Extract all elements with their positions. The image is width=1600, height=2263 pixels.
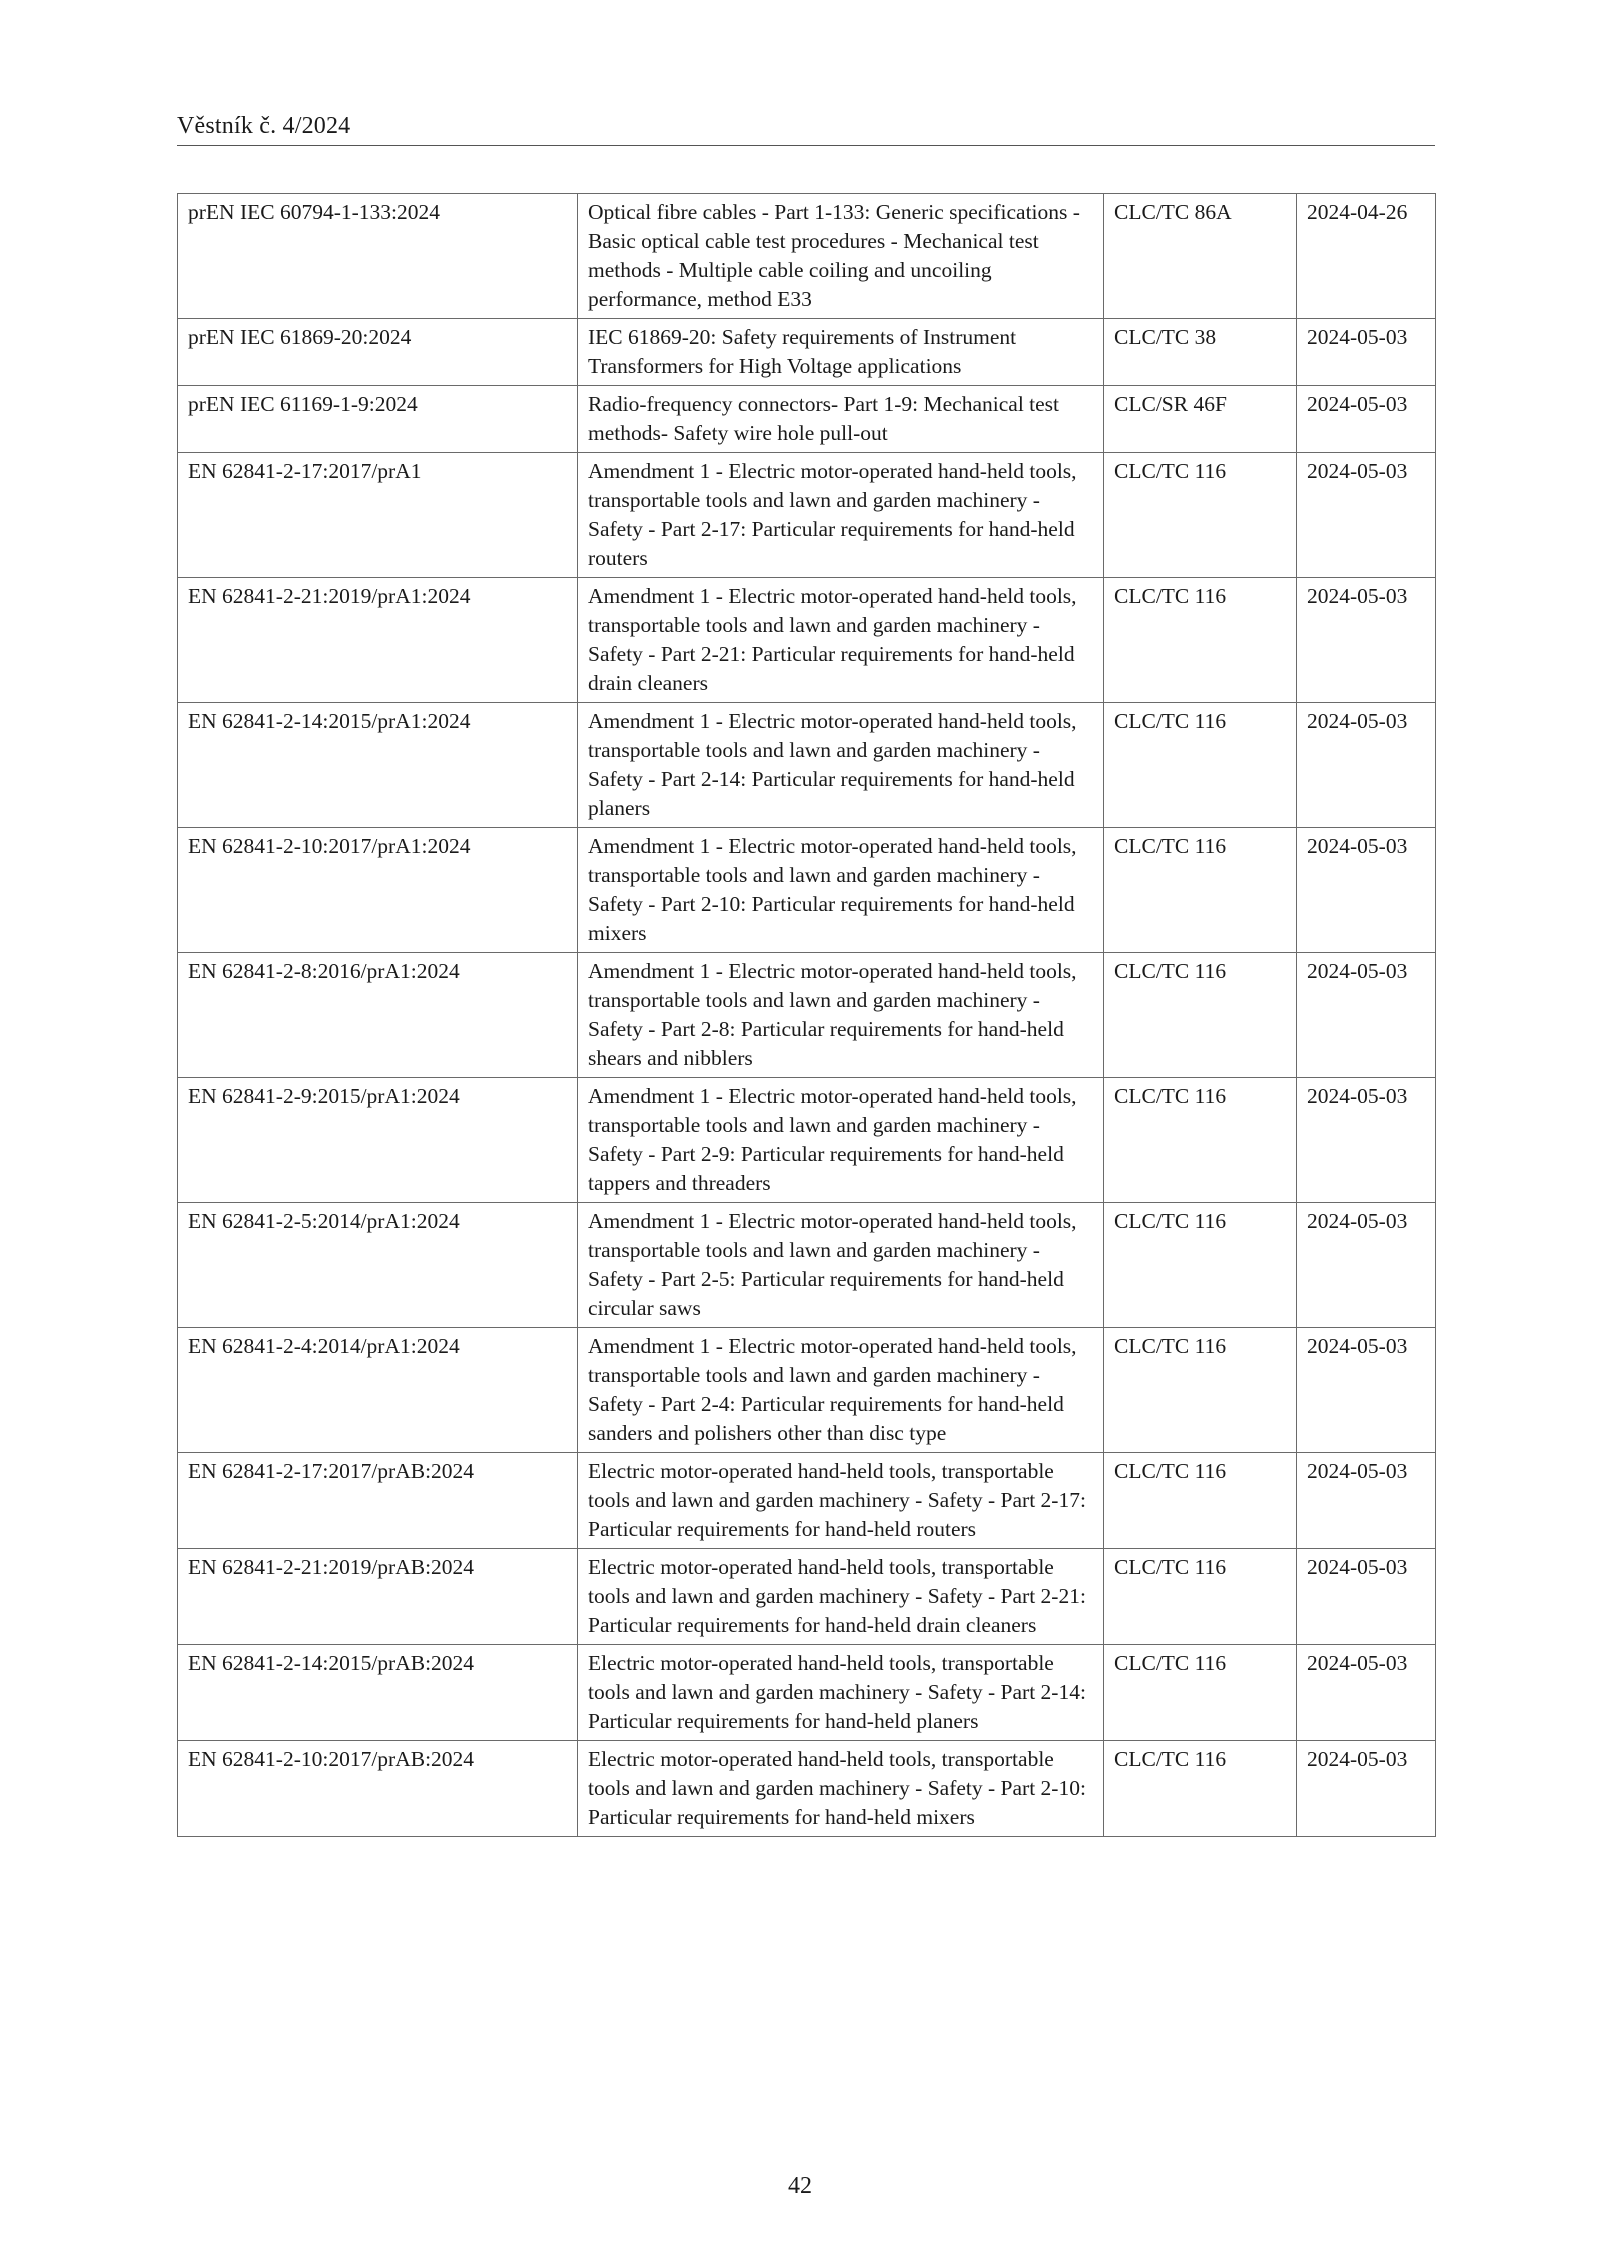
committee-cell: CLC/TC 116 <box>1104 1645 1297 1741</box>
standard-title-cell: Amendment 1 - Electric motor-operated hand-held tools, transportable tools and lawn and garden machinery - Safety - Part 2-9: Particular requirements for hand-held tappers and threaders <box>578 1078 1104 1203</box>
table-row <box>178 578 1436 703</box>
standard-code-cell: prEN IEC 61169-1-9:2024 <box>178 386 578 453</box>
standard-code-cell: prEN IEC 60794-1-133:2024 <box>178 194 578 319</box>
standards-table-body <box>178 194 1436 1837</box>
deadline-date-cell: 2024-05-03 <box>1297 386 1436 453</box>
standard-code-cell: EN 62841-2-4:2014/prA1:2024 <box>178 1328 578 1453</box>
page-header <box>177 112 1435 146</box>
standard-code-cell: EN 62841-2-9:2015/prA1:2024 <box>178 1078 578 1203</box>
standard-title-cell: Amendment 1 - Electric motor-operated hand-held tools, transportable tools and lawn and garden machinery - Safety - Part 2-21: Particular requirements for hand-held drain cleaners <box>578 578 1104 703</box>
standard-title-cell: Amendment 1 - Electric motor-operated hand-held tools, transportable tools and lawn and garden machinery - Safety - Part 2-14: Particular requirements for hand-held planers <box>578 703 1104 828</box>
standard-title-cell: IEC 61869-20: Safety requirements of Instrument Transformers for High Voltage applications <box>578 319 1104 386</box>
deadline-date-cell: 2024-05-03 <box>1297 703 1436 828</box>
standard-title-cell: Radio-frequency connectors- Part 1-9: Mechanical test methods- Safety wire hole pull-out <box>578 386 1104 453</box>
standard-code-cell: EN 62841-2-10:2017/prAB:2024 <box>178 1741 578 1837</box>
committee-cell: CLC/TC 116 <box>1104 1453 1297 1549</box>
table-row <box>178 1328 1436 1453</box>
deadline-date-cell: 2024-05-03 <box>1297 1453 1436 1549</box>
standard-code-cell: EN 62841-2-10:2017/prA1:2024 <box>178 828 578 953</box>
committee-cell: CLC/TC 116 <box>1104 1549 1297 1645</box>
standard-title-cell: Electric motor-operated hand-held tools, transportable tools and lawn and garden machinery - Safety - Part 2-17: Particular requirements for hand-held routers <box>578 1453 1104 1549</box>
deadline-date-cell: 2024-05-03 <box>1297 1078 1436 1203</box>
table-row <box>178 703 1436 828</box>
table-row <box>178 953 1436 1078</box>
committee-cell: CLC/TC 86A <box>1104 194 1297 319</box>
deadline-date-cell: 2024-05-03 <box>1297 1328 1436 1453</box>
deadline-date-cell: 2024-05-03 <box>1297 1549 1436 1645</box>
table-row <box>178 319 1436 386</box>
committee-cell: CLC/TC 38 <box>1104 319 1297 386</box>
committee-cell: CLC/TC 116 <box>1104 453 1297 578</box>
standard-title-cell: Amendment 1 - Electric motor-operated hand-held tools, transportable tools and lawn and garden machinery - Safety - Part 2-10: Particular requirements for hand-held mixers <box>578 828 1104 953</box>
standard-title-cell: Optical fibre cables - Part 1-133: Generic specifications - Basic optical cable test procedures - Mechanical test methods - Multiple cable coiling and uncoiling performance, method E33 <box>578 194 1104 319</box>
table-row <box>178 1549 1436 1645</box>
committee-cell: CLC/TC 116 <box>1104 578 1297 703</box>
page-number: 42 <box>788 2173 812 2199</box>
committee-cell: CLC/TC 116 <box>1104 1078 1297 1203</box>
standards-table <box>177 193 1436 1837</box>
table-row <box>178 1453 1436 1549</box>
table-row <box>178 194 1436 319</box>
standard-title-cell: Electric motor-operated hand-held tools, transportable tools and lawn and garden machinery - Safety - Part 2-10: Particular requirements for hand-held mixers <box>578 1741 1104 1837</box>
standard-code-cell: prEN IEC 61869-20:2024 <box>178 319 578 386</box>
committee-cell: CLC/TC 116 <box>1104 828 1297 953</box>
deadline-date-cell: 2024-04-26 <box>1297 194 1436 319</box>
standard-title-cell: Amendment 1 - Electric motor-operated hand-held tools, transportable tools and lawn and garden machinery - Safety - Part 2-5: Particular requirements for hand-held circular saws <box>578 1203 1104 1328</box>
table-row <box>178 453 1436 578</box>
committee-cell: CLC/TC 116 <box>1104 1328 1297 1453</box>
standard-code-cell: EN 62841-2-8:2016/prA1:2024 <box>178 953 578 1078</box>
table-row <box>178 1741 1436 1837</box>
deadline-date-cell: 2024-05-03 <box>1297 828 1436 953</box>
standard-code-cell: EN 62841-2-14:2015/prAB:2024 <box>178 1645 578 1741</box>
table-row <box>178 1078 1436 1203</box>
standard-code-cell: EN 62841-2-21:2019/prAB:2024 <box>178 1549 578 1645</box>
standard-code-cell: EN 62841-2-5:2014/prA1:2024 <box>178 1203 578 1328</box>
deadline-date-cell: 2024-05-03 <box>1297 1203 1436 1328</box>
page-title: Věstník č. 4/2024 <box>177 113 351 139</box>
committee-cell: CLC/TC 116 <box>1104 953 1297 1078</box>
standard-title-cell: Electric motor-operated hand-held tools, transportable tools and lawn and garden machinery - Safety - Part 2-14: Particular requirements for hand-held planers <box>578 1645 1104 1741</box>
deadline-date-cell: 2024-05-03 <box>1297 578 1436 703</box>
committee-cell: CLC/SR 46F <box>1104 386 1297 453</box>
standard-code-cell: EN 62841-2-17:2017/prA1 <box>178 453 578 578</box>
table-row <box>178 386 1436 453</box>
standard-title-cell: Amendment 1 - Electric motor-operated hand-held tools, transportable tools and lawn and garden machinery - Safety - Part 2-4: Particular requirements for hand-held sanders and polishers other than disc type <box>578 1328 1104 1453</box>
standard-title-cell: Amendment 1 - Electric motor-operated hand-held tools, transportable tools and lawn and garden machinery - Safety - Part 2-17: Particular requirements for hand-held routers <box>578 453 1104 578</box>
standard-code-cell: EN 62841-2-21:2019/prA1:2024 <box>178 578 578 703</box>
standard-title-cell: Electric motor-operated hand-held tools, transportable tools and lawn and garden machinery - Safety - Part 2-21: Particular requirements for hand-held drain cleaners <box>578 1549 1104 1645</box>
committee-cell: CLC/TC 116 <box>1104 703 1297 828</box>
table-row <box>178 1645 1436 1741</box>
deadline-date-cell: 2024-05-03 <box>1297 453 1436 578</box>
standard-code-cell: EN 62841-2-17:2017/prAB:2024 <box>178 1453 578 1549</box>
committee-cell: CLC/TC 116 <box>1104 1741 1297 1837</box>
committee-cell: CLC/TC 116 <box>1104 1203 1297 1328</box>
deadline-date-cell: 2024-05-03 <box>1297 1645 1436 1741</box>
deadline-date-cell: 2024-05-03 <box>1297 319 1436 386</box>
table-row <box>178 1203 1436 1328</box>
standard-title-cell: Amendment 1 - Electric motor-operated hand-held tools, transportable tools and lawn and garden machinery - Safety - Part 2-8: Particular requirements for hand-held shears and nibblers <box>578 953 1104 1078</box>
standard-code-cell: EN 62841-2-14:2015/prA1:2024 <box>178 703 578 828</box>
deadline-date-cell: 2024-05-03 <box>1297 1741 1436 1837</box>
deadline-date-cell: 2024-05-03 <box>1297 953 1436 1078</box>
table-row <box>178 828 1436 953</box>
